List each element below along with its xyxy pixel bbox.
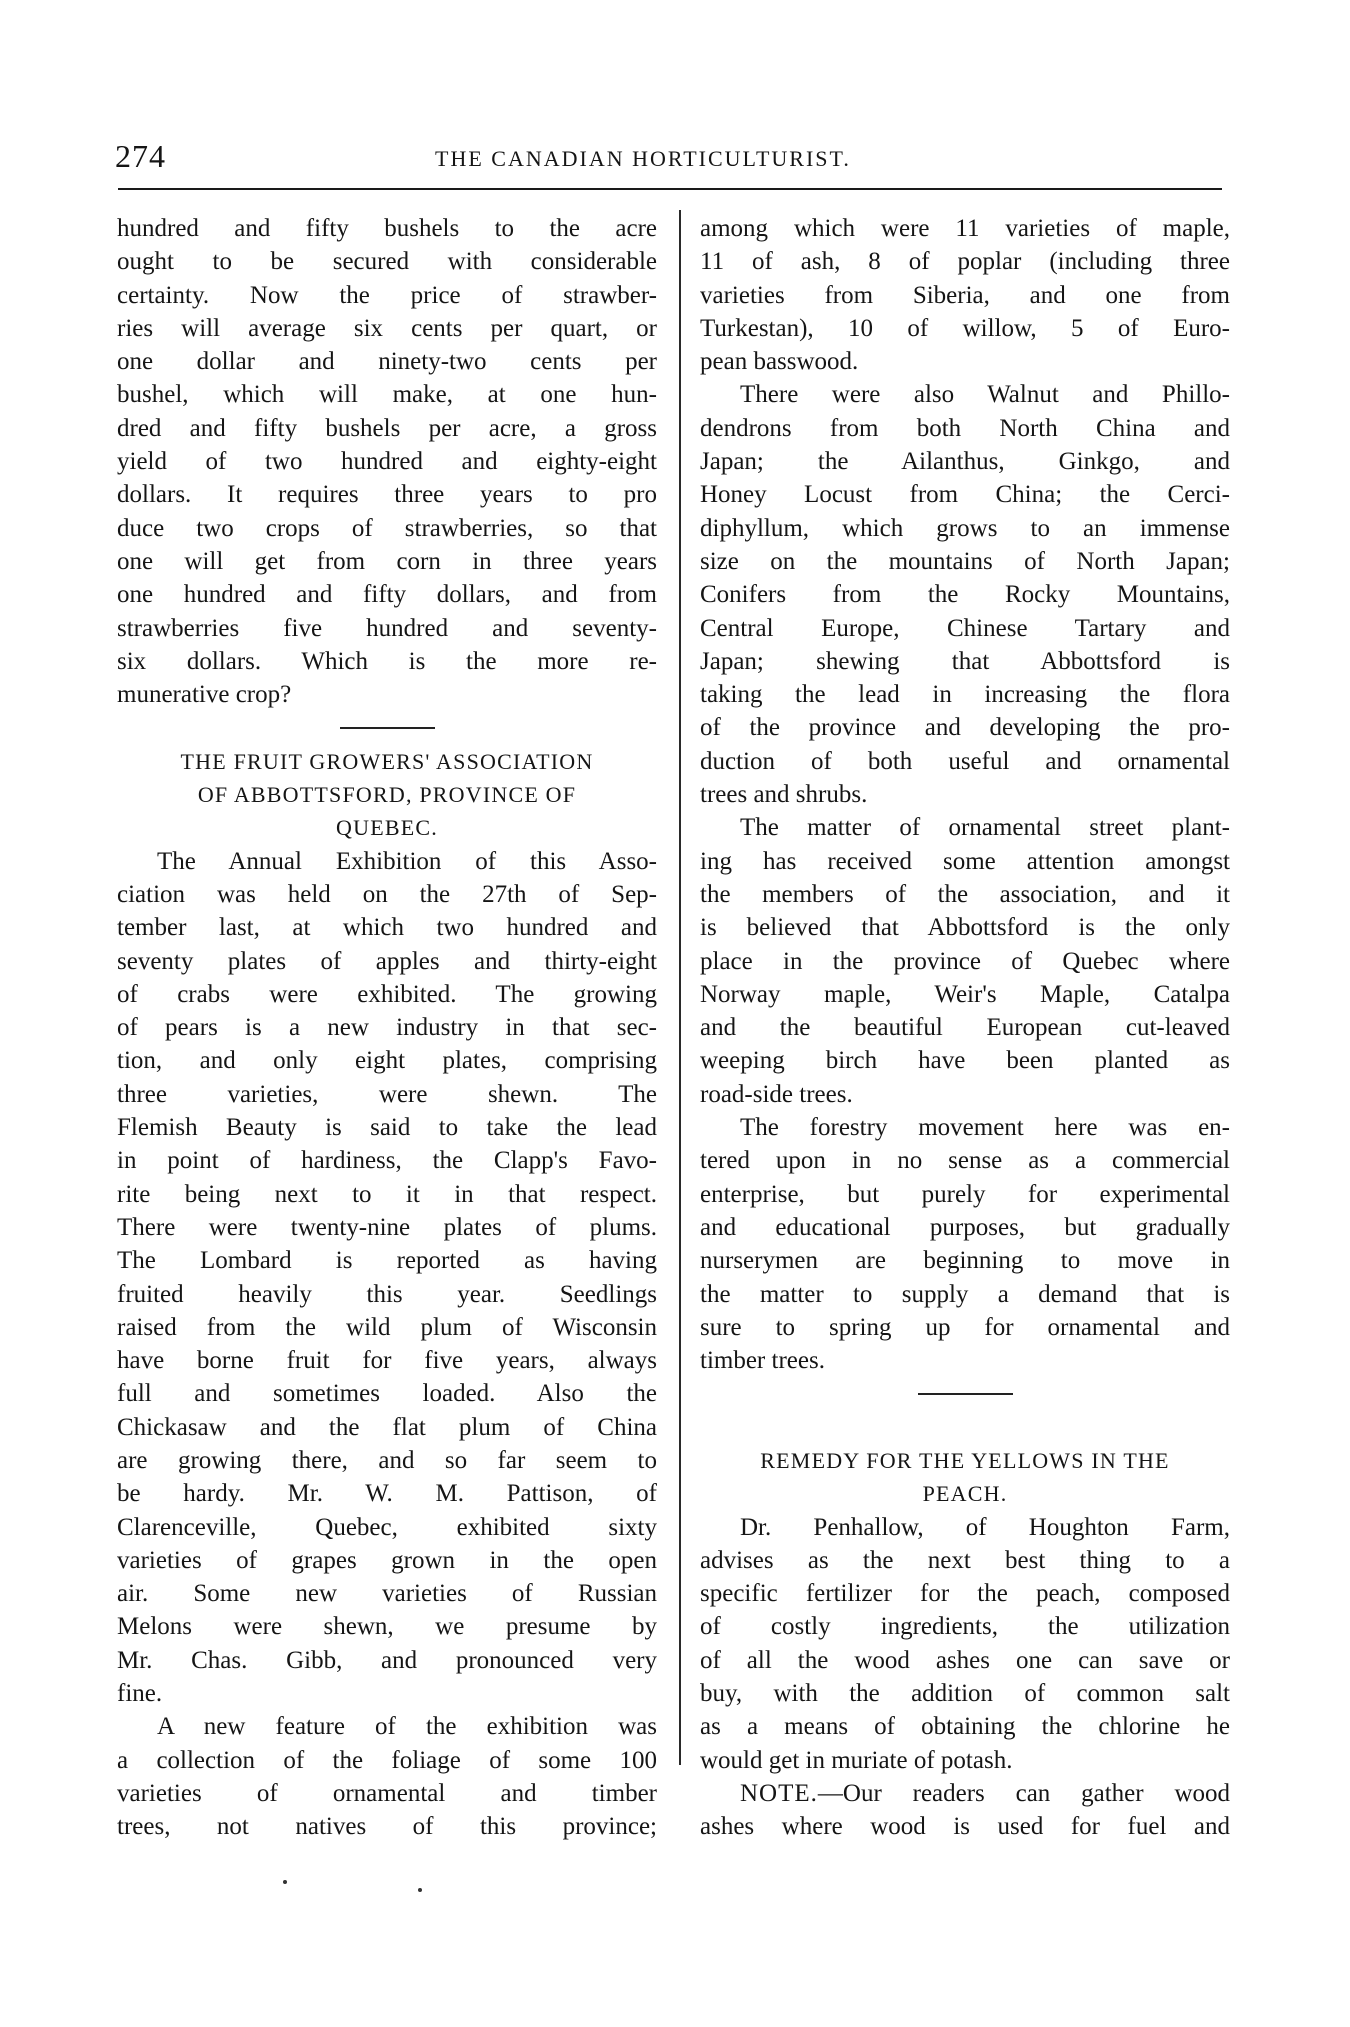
text-line: Japan; the Ailanthus, Ginkgo, and (700, 448, 1230, 476)
text-line: varieties of grapes grown in the open (117, 1546, 657, 1574)
article-heading (700, 1444, 1230, 1511)
text-line: dollars. It requires three years to pro (117, 481, 657, 509)
text-line: tion, and only eight plates, comprising (117, 1047, 657, 1075)
heading-line: OF ABBOTTSFORD, PROVINCE OF (197, 782, 577, 808)
text-line: hundred and fifty bushels to the acre (117, 215, 657, 242)
text-line: Flemish Beauty is said to take the lead (117, 1114, 657, 1142)
paragraph-annual-exhibition (117, 845, 657, 1711)
paragraph-note (700, 1777, 1230, 1844)
column-divider (679, 210, 681, 1765)
text-line: one will get from corn in three years (117, 547, 657, 575)
text-line: advises as the next best thing to a (700, 1546, 1230, 1574)
text-line: of the province and developing the pro- (700, 714, 1230, 742)
text-line: ries will average six cents per quart, or (117, 314, 657, 342)
heading-line: QUEBEC. (336, 815, 438, 841)
heading-line: THE FRUIT GROWERS' ASSOCIATION (180, 748, 594, 774)
text-line: tember last, at which two hundred and (117, 914, 657, 942)
text-line: There were twenty-nine plates of plums. (117, 1213, 657, 1241)
text-line: varieties from Siberia, and one from (700, 281, 1230, 309)
section-separator (700, 1377, 1230, 1410)
text-line: size on the mountains of North Japan; (700, 547, 1230, 575)
text-line: tered upon in no sense as a commercial (700, 1147, 1230, 1175)
section-separator (117, 711, 657, 744)
text-line: of pears is a new industry in that sec- (117, 1014, 657, 1042)
text-line: of costly ingredients, the utilization (700, 1613, 1230, 1641)
text-line: bushel, which will make, at one hun- (117, 381, 657, 409)
paragraph-walnut (700, 378, 1230, 811)
text-line: is believed that Abbottsford is the only (700, 914, 1230, 942)
text-line: Mr. Chas. Gibb, and pronounced very (117, 1646, 657, 1674)
text-line: rite being next to it in that respect. (117, 1180, 657, 1208)
text-line: among which were 11 varieties of maple, (700, 215, 1230, 242)
text-line: Melons were shewn, we presume by (117, 1613, 657, 1641)
text-line: dred and fifty bushels per acre, a gross (117, 414, 657, 442)
left-column (117, 212, 657, 1844)
paragraph-forestry (700, 1111, 1230, 1377)
text-line: trees and shrubs. (700, 781, 868, 809)
text-line: ing has received some attention amongst (700, 847, 1230, 875)
text-line: weeping birch have been planted as (700, 1047, 1230, 1075)
text-line: one hundred and fifty dollars, and from (117, 581, 657, 609)
text-line: are growing there, and so far seem to (117, 1446, 657, 1474)
text-line: Conifers from the Rocky Mountains, (700, 581, 1230, 609)
text-line: dendrons from both North China and (700, 414, 1230, 442)
text-line: duce two crops of strawberries, so that (117, 514, 657, 542)
text-line: specific fertilizer for the peach, composed (700, 1580, 1230, 1608)
heading-line: PEACH. (922, 1481, 1008, 1507)
text-line: fine. (117, 1680, 163, 1708)
text-line: Norway maple, Weir's Maple, Catalpa (700, 980, 1230, 1008)
text-line: would get in muriate of potash. (700, 1746, 1013, 1774)
text-line: place in the province of Quebec where (700, 947, 1230, 975)
text-line: a collection of the foliage of some 100 (117, 1746, 657, 1774)
text-line: varieties of ornamental and timber (117, 1779, 657, 1807)
text-line: of all the wood ashes one can save or (700, 1646, 1230, 1674)
heading-line: REMEDY FOR THE YELLOWS IN THE (760, 1447, 1170, 1473)
text-line: seventy plates of apples and thirty-eight (117, 947, 657, 975)
paragraph-corn-vs-strawberries (117, 212, 657, 711)
text-line: nurserymen are beginning to move in (700, 1247, 1230, 1275)
text-line: yield of two hundred and eighty-eight (117, 448, 657, 476)
page-number: 274 (115, 138, 166, 174)
running-title: THE CANADIAN HORTICULTURIST. (435, 146, 851, 171)
print-speck (283, 1880, 287, 1884)
article-heading (117, 745, 657, 845)
text-line: There were also Walnut and Phillo- (740, 381, 1230, 409)
text-line: the matter to supply a demand that is (700, 1280, 1230, 1308)
text-line: taking the lead in increasing the flora (700, 681, 1230, 709)
text-line: one dollar and ninety-two cents per (117, 348, 657, 376)
text-line: diphyllum, which grows to an immense (700, 514, 1230, 542)
note-label: NOTE. (740, 1779, 818, 1807)
text-line: Clarenceville, Quebec, exhibited sixty (117, 1513, 657, 1541)
text-line: certainty. Now the price of strawber- (117, 281, 657, 309)
text-line: munerative crop? (117, 681, 292, 709)
text-line: duction of both useful and ornamental (700, 747, 1230, 775)
text-line: six dollars. Which is the more re- (117, 647, 657, 675)
text-line: as a means of obtaining the chlorine he (700, 1713, 1230, 1741)
text-line: buy, with the addition of common salt (700, 1680, 1230, 1708)
page-header (115, 138, 1225, 178)
header-rule (118, 188, 1222, 190)
text-line: raised from the wild plum of Wisconsin (117, 1313, 657, 1341)
spacer (700, 1411, 1230, 1444)
text-line: timber trees. (700, 1347, 825, 1375)
text-line: ought to be secured with considerable (117, 248, 657, 276)
text-line: The matter of ornamental street plant- (740, 814, 1230, 842)
paragraph-street-planting (700, 811, 1230, 1111)
text-line: Central Europe, Chinese Tartary and (700, 614, 1230, 642)
text-line: ashes where wood is used for fuel and (700, 1813, 1230, 1841)
text-line: The forestry movement here was en- (740, 1114, 1230, 1142)
text-line: and the beautiful European cut-leaved (700, 1014, 1230, 1042)
text-line: fruited heavily this year. Seedlings (117, 1280, 657, 1308)
paragraph-varieties (700, 212, 1230, 378)
text-line: trees, not natives of this province; (117, 1813, 657, 1841)
text-line: ciation was held on the 27th of Sep- (117, 880, 657, 908)
text-line: and educational purposes, but gradually (700, 1213, 1230, 1241)
right-column (700, 212, 1230, 1844)
text-line: A new feature of the exhibition was (157, 1713, 657, 1741)
note-text: —Our readers can gather wood (817, 1779, 1230, 1807)
text-line: Japan; shewing that Abbottsford is (700, 647, 1230, 675)
text-line: pean basswood. (700, 348, 859, 376)
text-line: air. Some new varieties of Russian (117, 1580, 657, 1608)
text-line: Chickasaw and the flat plum of China (117, 1413, 657, 1441)
text-line: be hardy. Mr. W. M. Pattison, of (117, 1480, 657, 1508)
text-line: three varieties, were shewn. The (117, 1080, 657, 1108)
text-line: enterprise, but purely for experimental (700, 1180, 1230, 1208)
print-speck (418, 1888, 422, 1892)
text-line: of crabs were exhibited. The growing (117, 980, 657, 1008)
text-line: have borne fruit for five years, always (117, 1347, 657, 1375)
text-line: road-side trees. (700, 1080, 853, 1108)
text-line: full and sometimes loaded. Also the (117, 1380, 657, 1408)
text-line: The Annual Exhibition of this Asso- (157, 847, 657, 875)
text-line: The Lombard is reported as having (117, 1247, 657, 1275)
text-line: Honey Locust from China; the Cerci- (700, 481, 1230, 509)
text-line: strawberries five hundred and seventy- (117, 614, 657, 642)
text-line (700, 1777, 1230, 1810)
text-line: Turkestan), 10 of willow, 5 of Euro- (700, 314, 1230, 342)
text-line: Dr. Penhallow, of Houghton Farm, (740, 1513, 1230, 1541)
text-line: the members of the association, and it (700, 880, 1230, 908)
paragraph-new-feature (117, 1710, 657, 1843)
text-line: in point of hardiness, the Clapp's Favo- (117, 1147, 657, 1175)
paragraph-penhallow (700, 1511, 1230, 1777)
text-line: 11 of ash, 8 of poplar (including three (700, 248, 1230, 276)
text-line: sure to spring up for ornamental and (700, 1313, 1230, 1341)
